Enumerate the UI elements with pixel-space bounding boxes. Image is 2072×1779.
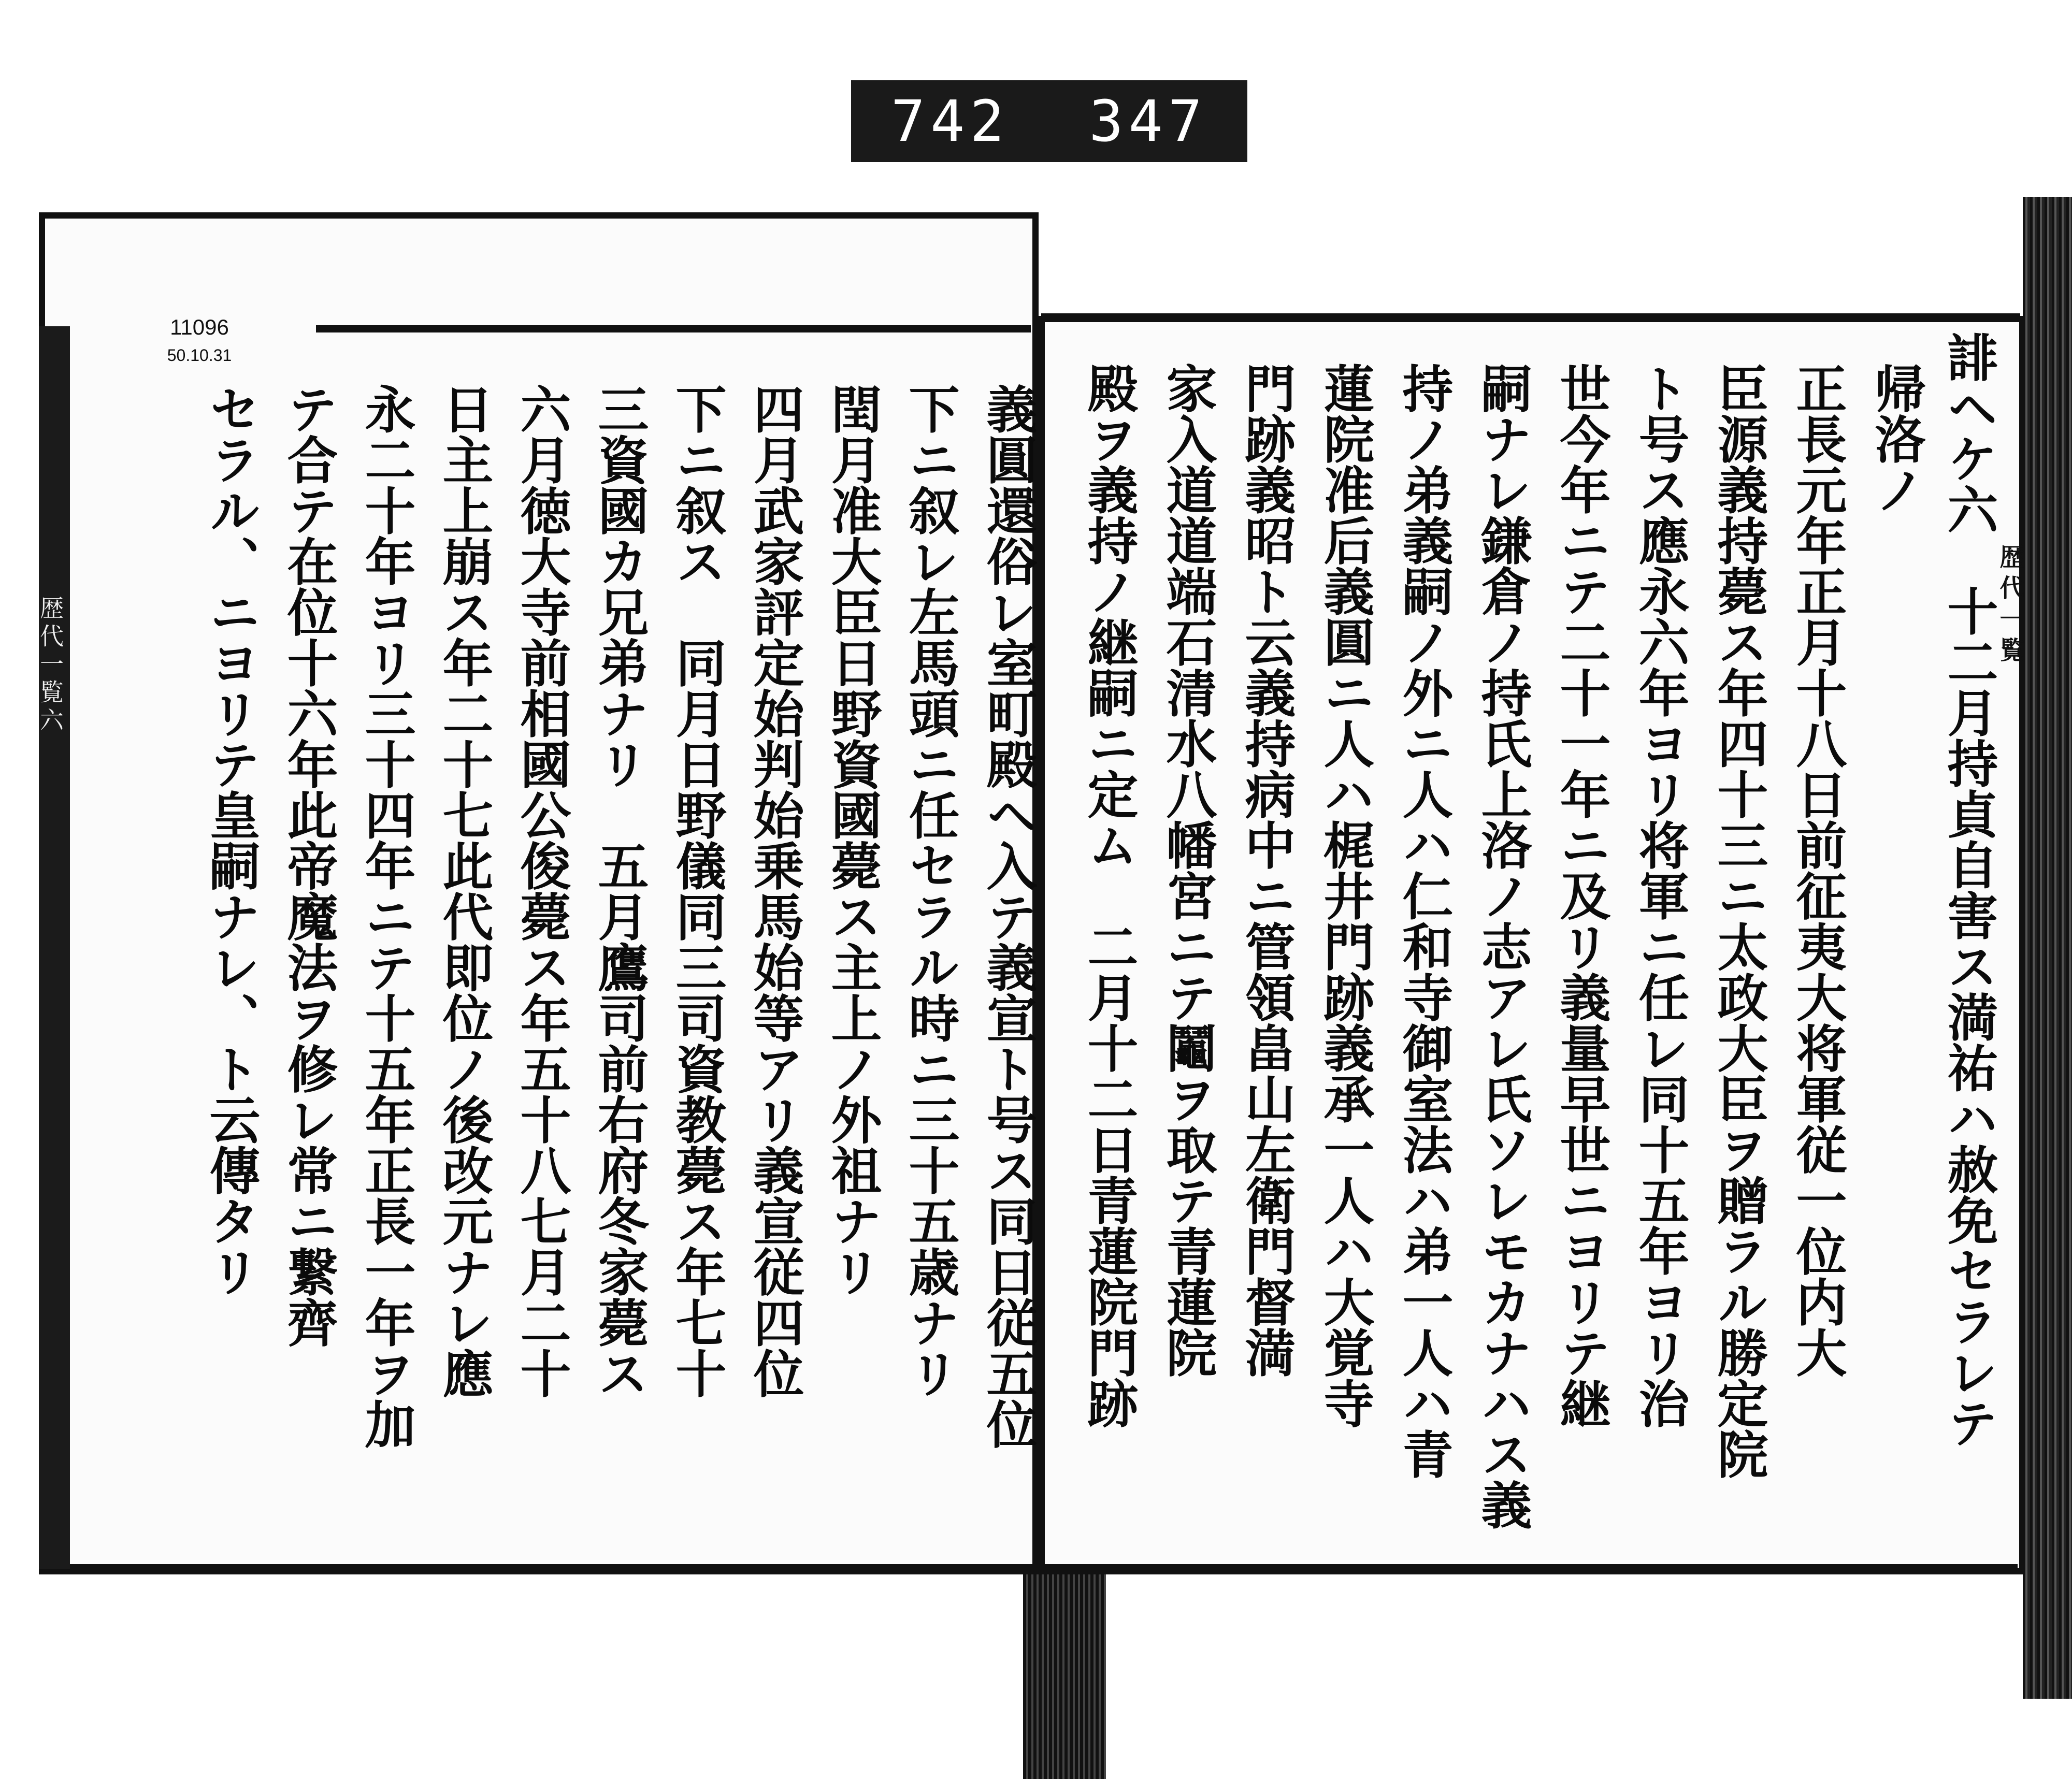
text-column: テ合テ在位十六年此帝魔法ヲ修レ常ニ繋齊 (279, 383, 338, 1348)
text-column: 三資國カ兄弟ナリ 五月鷹司前右府冬家薨ス (589, 383, 649, 1398)
stamp-number: 11096 (170, 315, 229, 339)
text-column: 臣源義持薨ス年四十三ニ太政大臣ヲ贈ラル勝定院 (1709, 363, 1768, 1479)
text-column: 持ノ弟義嗣ノ外ニ人ハ仁和寺御室法ハ弟一人ハ青 (1394, 363, 1454, 1479)
text-column: 義圓還俗レ室町殿ヘ入テ義宣ト号ス同日従五位 (978, 383, 1038, 1449)
library-stamp (132, 313, 267, 369)
text-column: 閏月准大臣日野資國薨ス主上ノ外祖ナリ (823, 383, 882, 1297)
catalog-number-right: 347 (1089, 88, 1208, 154)
text-column: 世今年ニテ二十一年ニ及リ義量早世ニヨリテ継 (1551, 363, 1611, 1428)
page-header-title: 歴代一覧六 (36, 596, 64, 735)
text-column: 家入道道端石清水八幡宮ニテ鬮ヲ取テ青蓮院 (1158, 363, 1217, 1378)
text-column: ト号ス應永六年ヨリ将軍ニ任レ同十五年ヨリ治 (1630, 363, 1690, 1428)
catalog-number-left: 742 (890, 88, 1010, 154)
book-edge (2023, 197, 2072, 1699)
text-column: 正長元年正月十八日前征夷大将軍従一位内大 (1788, 363, 1847, 1378)
page-header-strip (36, 326, 70, 1569)
text-column: 下ニ叙ス 同月日野儀同三司資教薨ス年七十 (667, 383, 727, 1398)
book-gutter (1023, 1574, 1106, 1779)
text-column: 四月武家評定始判始乗馬始等アリ義宣従四位 (745, 383, 804, 1398)
text-column: 嗣ナレ鎌倉ノ持氏上洛ノ志アレ氏ソレモカナハス義 (1473, 363, 1532, 1530)
catalog-number-label (851, 80, 1247, 162)
text-column: 永二十年ヨリ三十四年ニテ十五年正長一年ヲ加 (356, 383, 416, 1449)
text-column: 殿ヲ義持ノ継嗣ニ定ム 二月十二日青蓮院門跡 (1079, 363, 1139, 1428)
right-margin-title: 歴代一覧 (1995, 544, 2024, 668)
stamp-date: 50.10.31 (167, 346, 232, 365)
text-column: 門跡義昭ト云義持病中ニ管領畠山左衛門督満 (1236, 363, 1296, 1378)
text-column: セラル、ニヨリテ皇嗣ナレ、ト云傳タリ (201, 383, 261, 1297)
text-column: 誹ヘケ六 十二月持貞自害ス満祐ハ赦免セラレテ (1939, 331, 1998, 1448)
text-column: 下ニ叙レ左馬頭ニ任セラル時ニ三十五歳ナリ (900, 383, 960, 1398)
text-column: 蓮院准后義圓ニ人ハ梶井門跡義承一人ハ大覚寺 (1315, 363, 1375, 1428)
text-column: 帰洛ノ (1866, 363, 1926, 515)
text-column: 日主上崩ス年二十七此代即位ノ後改元ナレ應 (434, 383, 494, 1398)
top-rule-left (316, 325, 1031, 332)
text-column: 六月徳大寺前相國公俊薨ス年五十八七月二十 (512, 383, 571, 1398)
top-rule-right (1041, 313, 2020, 320)
